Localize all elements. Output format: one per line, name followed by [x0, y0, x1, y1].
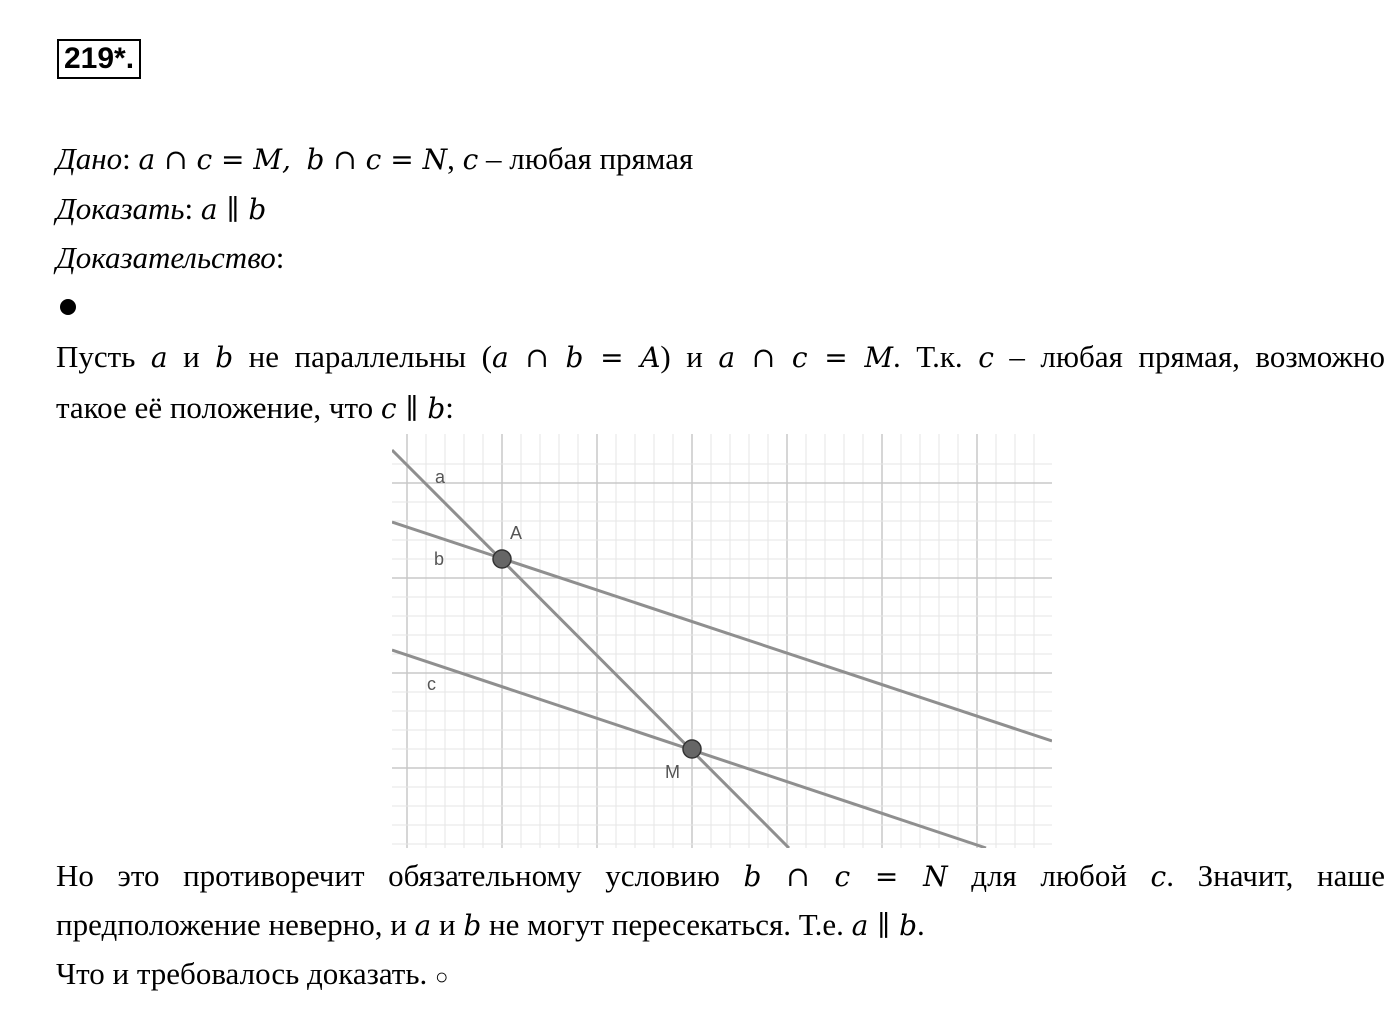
p1-var-b: b	[215, 341, 234, 374]
geometry-figure	[392, 434, 1052, 848]
p1-expr-cb: c ∥ b	[380, 392, 446, 425]
conclusion-line	[56, 955, 448, 996]
p2-text: для любой	[947, 858, 1151, 893]
p1-text: . Т.к.	[893, 339, 979, 374]
p2-text: Но это противоречит обязательному условию	[56, 858, 744, 893]
p1-text: не параллельны (	[233, 339, 492, 374]
prove-label: Доказать	[56, 191, 185, 226]
p1-colon: :	[445, 390, 454, 425]
point-A	[493, 550, 511, 568]
p2-var-a: a	[414, 909, 432, 942]
proof-colon: :	[275, 240, 285, 275]
line-a	[392, 450, 789, 848]
proof-line	[56, 239, 284, 277]
given-colon: :	[122, 141, 131, 176]
prove-line	[56, 190, 266, 229]
line-b-label: b	[434, 549, 445, 569]
p2-var-b: b	[463, 909, 482, 942]
bullet-marker	[60, 299, 76, 315]
p1-text: ) и	[660, 339, 719, 374]
given-expr-1: a ∩ c = M,	[138, 143, 291, 176]
p1-var-a: a	[150, 341, 168, 374]
p2-expr-ab: a ∥ b	[851, 909, 917, 942]
p2-text: предположение неверно, и	[56, 907, 415, 942]
p2-dot: .	[917, 907, 925, 942]
p1-expr-ab: a ∩ b = A	[491, 341, 661, 374]
p1-expr-ac: a ∩ c = M	[718, 341, 894, 374]
prove-colon: :	[184, 191, 194, 226]
given-expr-2: b ∩ c = N	[306, 143, 448, 176]
p2-text: не могут пересекаться. Т.е.	[481, 907, 852, 942]
point-A-label: A	[510, 523, 523, 543]
prove-expr: a ∥ b	[200, 193, 267, 226]
paragraph-2-line-1	[56, 857, 1385, 896]
line-b	[392, 522, 1052, 741]
line-c-label: c	[427, 674, 436, 694]
point-M-label: M	[665, 762, 680, 782]
paragraph-2-line-2	[56, 906, 925, 945]
p2-var-c: c	[1150, 860, 1167, 893]
p1-text: – любая прямая, возможно	[993, 339, 1385, 374]
given-var-c: c	[462, 143, 479, 176]
given-comma: ,	[447, 141, 455, 176]
p2-text: и	[431, 907, 464, 942]
conclusion-text: Что и требовалось доказать.	[56, 956, 428, 991]
qed-symbol: ○	[435, 964, 449, 989]
p2-expr-bc: b ∩ c = N	[743, 860, 948, 893]
grid	[392, 434, 1052, 848]
given-line	[56, 140, 693, 179]
p1-text: такое её положение, что	[56, 390, 381, 425]
given-label: Дано	[56, 141, 123, 176]
problem-number: 219*.	[57, 39, 141, 79]
p1-text: Пусть	[56, 339, 151, 374]
point-M	[683, 740, 701, 758]
p2-text: . Значит, наше	[1166, 858, 1385, 893]
p1-text: и	[167, 339, 216, 374]
proof-label: Доказательство	[56, 240, 276, 275]
given-text: – любая прямая	[478, 141, 694, 176]
line-a-label: a	[435, 467, 446, 487]
paragraph-1-line-2	[56, 389, 454, 428]
p1-var-c: c	[978, 341, 994, 374]
paragraph-1-line-1	[56, 338, 1385, 377]
